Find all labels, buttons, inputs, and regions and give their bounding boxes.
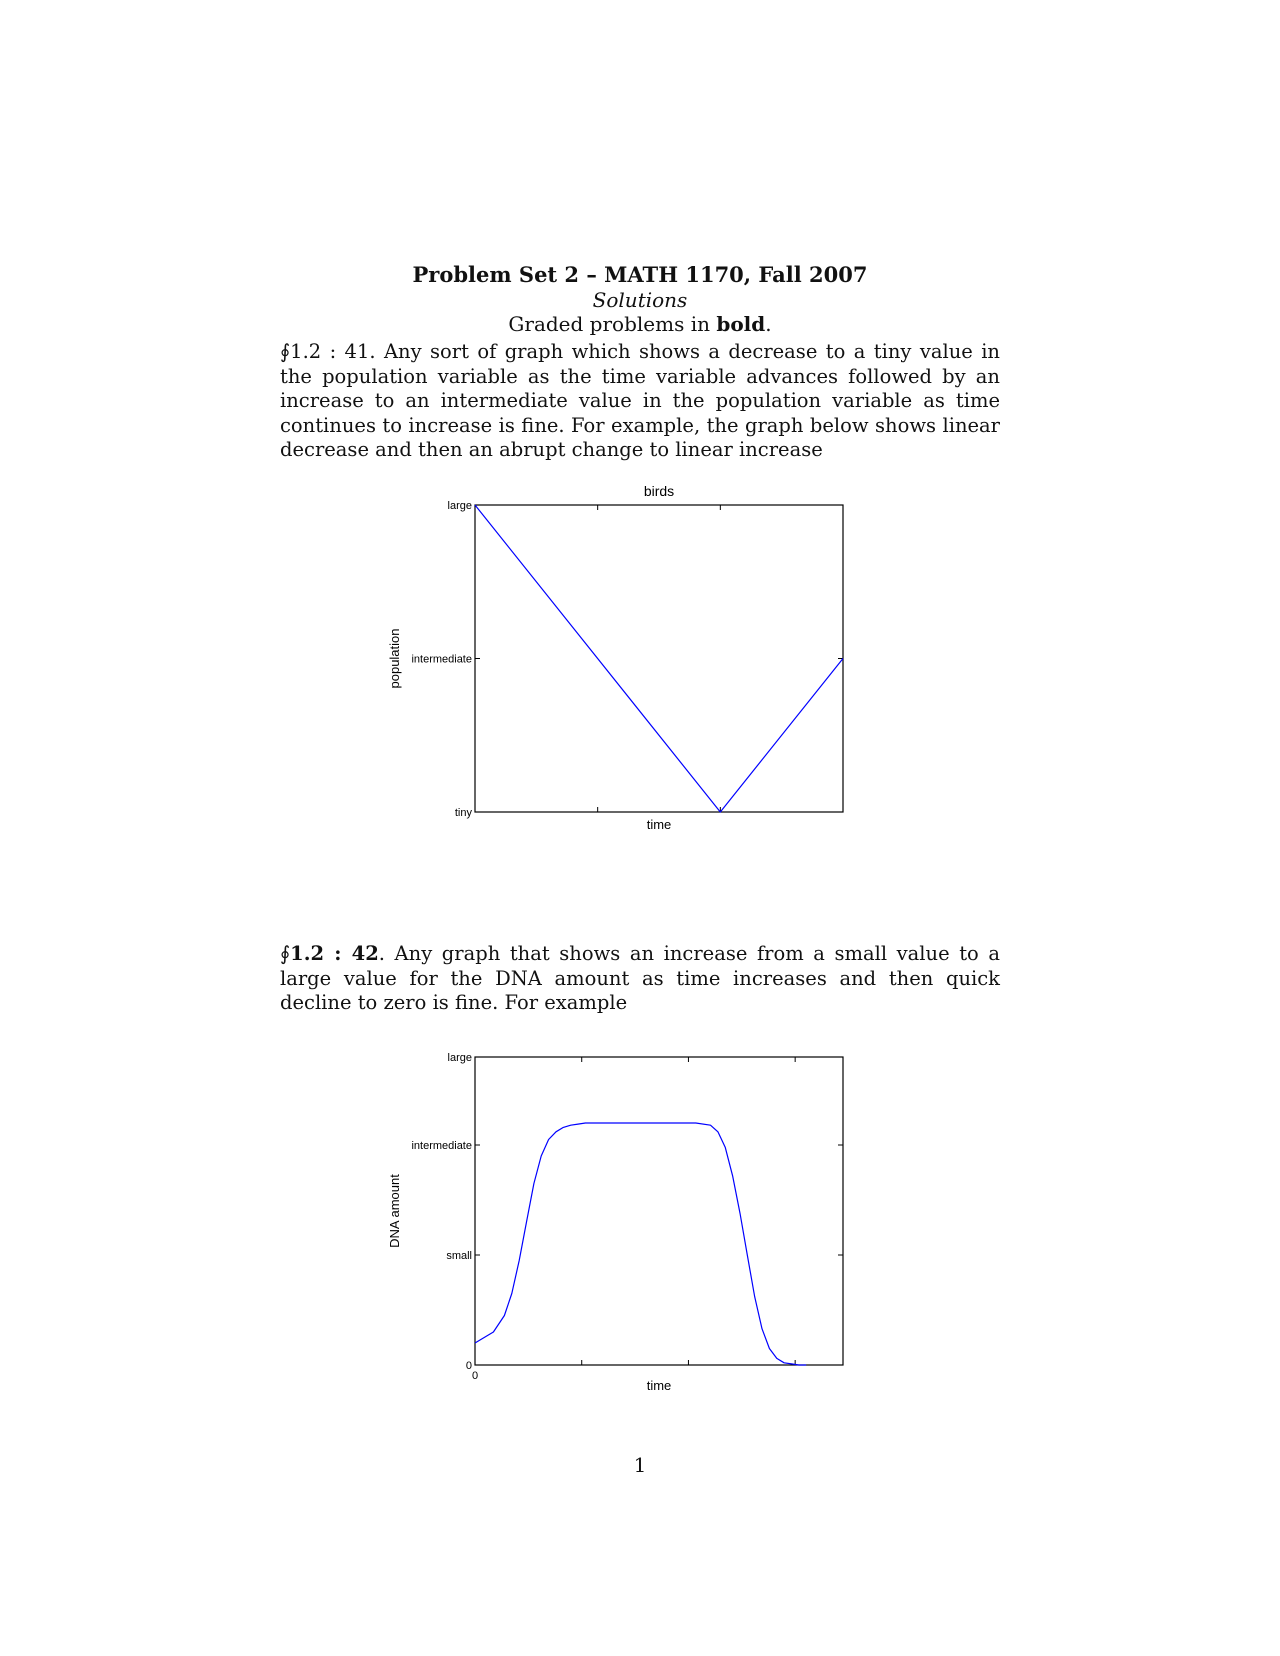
x-axis-label: time — [646, 1378, 672, 1393]
series-line — [475, 505, 843, 812]
document-subtitle: Solutions — [592, 288, 688, 312]
problem-41-paragraph — [280, 340, 1000, 463]
document-header — [0, 262, 1280, 337]
dna-chart — [0, 1030, 1280, 1400]
graded-note-suffix: . — [765, 312, 772, 336]
problem-42-paragraph — [280, 942, 1000, 1016]
y-axis-label: DNA amount — [387, 1174, 402, 1248]
plot-frame — [475, 1057, 843, 1365]
chart-title: birds — [643, 483, 675, 499]
plot-frame — [475, 505, 843, 812]
y-tick-label: 0 — [465, 1360, 472, 1372]
x-tick-label: 0 — [471, 1370, 479, 1382]
problem-42-text: . Any graph that shows an increase from a small value to a large value for the DNA amount as time increases and then quick decline to zero is fine. For example — [280, 942, 1000, 1014]
x-axis-label: time — [646, 817, 672, 832]
y-axis-label: population — [387, 628, 402, 689]
page-number: 1 — [633, 1453, 647, 1477]
contour-integral-symbol: ∮ — [280, 942, 291, 965]
series-line — [475, 1123, 806, 1365]
birds-chart — [0, 470, 1280, 870]
problem-41-text: Any sort of graph which shows a decrease to a tiny value in the population variable as the time variable advances followed by an increase to an intermediate value in the population variable as time continues to increase is fine. For example, the graph below shows linear decrease and then an abrupt change to linear increase — [280, 340, 1000, 461]
contour-integral-symbol: ∮ — [280, 340, 291, 363]
graded-note-prefix: Graded problems in — [508, 312, 717, 336]
problem-41-number: 1.2 : 41. — [290, 340, 376, 363]
y-tick-label: small — [446, 1250, 472, 1262]
y-tick-label: large — [447, 1052, 472, 1064]
document-title: Problem Set 2 – MATH 1170, Fall 2007 — [412, 262, 868, 287]
graded-note — [0, 312, 1280, 337]
problem-42-number: 1.2 : 42 — [290, 942, 379, 965]
y-tick-label: tiny — [454, 807, 472, 819]
y-tick-label: large — [447, 500, 472, 512]
y-tick-label: intermediate — [411, 653, 472, 666]
y-tick-label: intermediate — [411, 1140, 472, 1152]
graded-note-bold: bold — [716, 312, 766, 336]
